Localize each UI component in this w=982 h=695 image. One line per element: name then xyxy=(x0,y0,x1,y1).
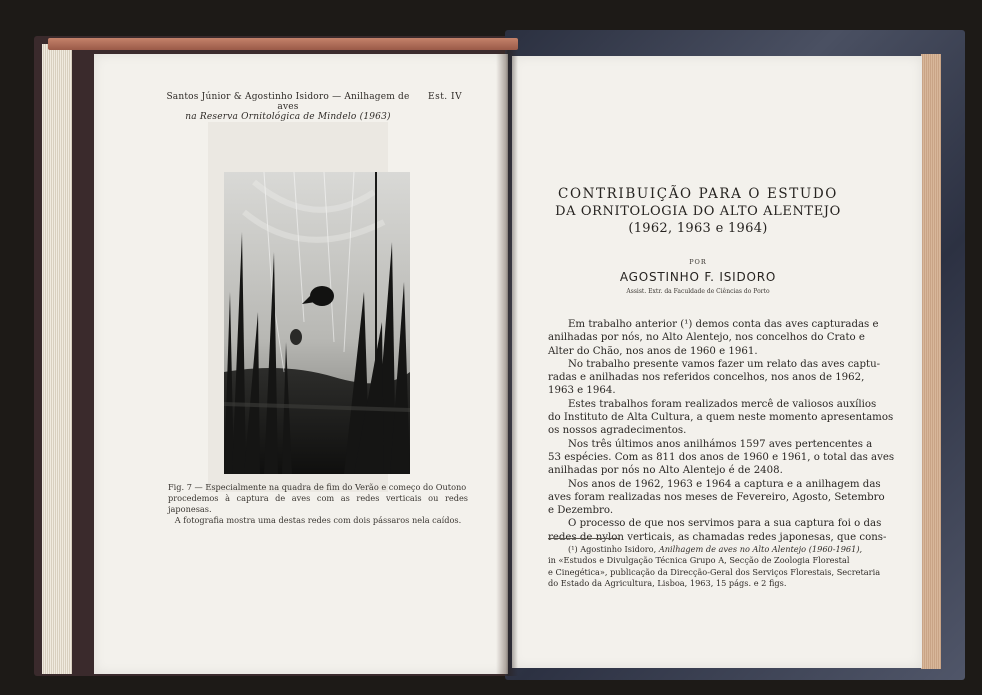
body-line: 1963 e 1964. xyxy=(548,385,616,397)
body-line: Estes trabalhos foram realizados mercê de valiosos auxílios xyxy=(568,398,877,410)
page-edges-top xyxy=(48,38,518,50)
body-line: O processo de que nos servimos para a sua captura foi o das xyxy=(568,518,882,530)
byline-por: POR xyxy=(689,258,707,266)
title-line: CONTRIBUIÇÃO PARA O ESTUDO xyxy=(558,186,838,202)
footnote-line xyxy=(548,544,863,555)
body-line: e Dezembro. xyxy=(548,505,614,517)
book-gutter xyxy=(496,50,518,676)
page-edges-right xyxy=(921,54,941,669)
body-line: anilhadas por nós, no Alto Alentejo, nos concelhos do Crato e xyxy=(548,332,865,344)
article-title xyxy=(520,186,876,237)
running-head-line: Santos Júnior & Agostinho Isidoro — Anilhagem de aves xyxy=(166,92,410,112)
body-line: Nos anos de 1962, 1963 e 1964 a captura e a anilhagem das xyxy=(568,478,881,490)
body-line: os nossos agradecimentos. xyxy=(548,425,687,437)
bird-net-photograph xyxy=(224,172,410,474)
plate-number: Est. IV xyxy=(428,92,463,102)
footnote-divider xyxy=(548,538,620,539)
footnote xyxy=(548,544,881,589)
body-line: No trabalho presente vamos fazer um relato das aves captu- xyxy=(568,358,881,370)
body-line: aves foram realizadas nos meses de Fevereiro, Agosto, Setembro xyxy=(548,491,885,503)
title-line: (1962, 1963 e 1964) xyxy=(628,221,768,236)
title-line: DA ORNITOLOGIA DO ALTO ALENTEJO xyxy=(555,204,841,219)
author-name: AGOSTINHO F. ISIDORO xyxy=(619,270,777,284)
running-head xyxy=(158,92,418,122)
running-head-line: na Reserva Ornitológica de Mindelo (1963) xyxy=(185,112,391,122)
figure-caption xyxy=(168,482,468,526)
body-line: Em trabalho anterior (¹) demos conta das aves capturadas e xyxy=(568,319,879,330)
page-edges-left xyxy=(42,44,72,674)
author-affiliation: Assist. Extr. da Faculdade de Ciências do Porto xyxy=(626,288,770,295)
caption-line: A fotografia mostra uma destas redes com dois pássaros nela caídos. xyxy=(174,515,462,525)
footnote-reference: (¹) Agostinho Isidoro, xyxy=(568,544,657,554)
footnote-line: e Cinegética», publicação da Direcção-Geral dos Serviços Florestais, Secretaria xyxy=(548,566,881,577)
body-line: Nos três últimos anos anilhámos 1597 aves pertencentes a xyxy=(568,438,873,450)
body-line: redes de nylon verticais, as chamadas redes japonesas, que cons- xyxy=(548,531,887,543)
footnote-line: in «Estudos e Divulgação Técnica Grupo A, Secção de Zoologia Florestal xyxy=(548,555,850,566)
body-line: Alter do Chão, nos anos de 1960 e 1961. xyxy=(548,345,758,357)
footnote-line: do Estado da Agricultura, Lisboa, 1963, 15 págs. e 2 figs. xyxy=(548,577,787,588)
body-line: 53 espécies. Com as 811 dos anos de 1960 e 1961, o total das aves xyxy=(548,451,895,463)
caption-line: procedemos à captura de aves com as redes verticais ou redes japonesas. xyxy=(168,493,468,514)
photo-illustration xyxy=(224,172,410,474)
body-line: do Instituto de Alta Cultura, a quem neste momento apresentamos xyxy=(548,412,894,424)
footnote-cited-title: Anilhagem de aves no Alto Alentejo (1960-1961), xyxy=(658,544,863,554)
body-line: radas e anilhadas nos referidos concelhos, nos anos de 1962, xyxy=(548,372,865,384)
caption-line: Fig. 7 — Especialmente na quadra de fim do Verão e começo do Outono xyxy=(168,482,467,492)
body-line: anilhadas por nós no Alto Alentejo é de 2408. xyxy=(548,465,783,477)
article-body xyxy=(548,318,895,544)
